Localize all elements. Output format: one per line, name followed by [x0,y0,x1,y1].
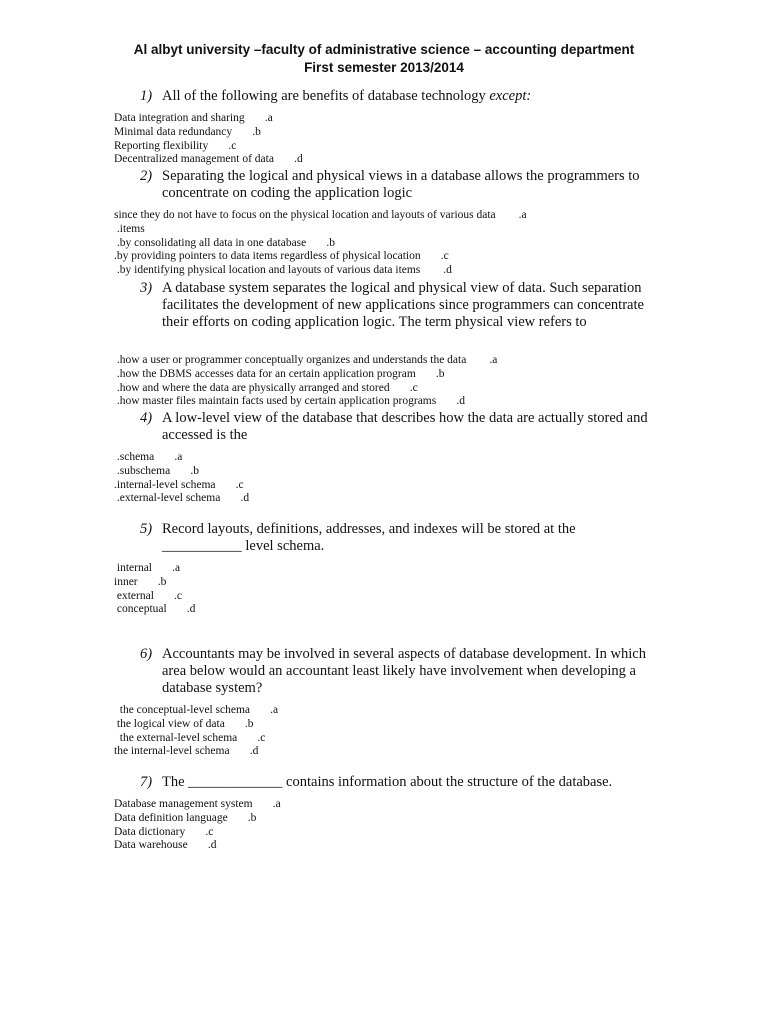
option: Database management system .a [114,798,281,810]
question-stem: Record layouts, definitions, addresses, and indexes will be stored at the ___________ level schema. [162,521,576,554]
option: Data dictionary .c [114,825,214,838]
question-number: 4) [140,410,153,426]
option: .subschema .b [114,464,199,477]
question-6-options [114,704,674,759]
option: the conceptual-level schema .a [114,704,279,716]
option: Data warehouse .d [114,839,217,852]
option: conceptual .d [114,603,196,616]
question-stem: A database system separates the logical and physical view of data. Such separation facilitates the development of new applications since programmers can concentrate their efforts on coding application logic. The term physical view refers to [162,280,644,330]
question-stem: The _____________ contains information about the structure of the database. [162,774,613,790]
header-title: Al albyt university –faculty of administrative science – accounting department [133,42,635,57]
option: .how the DBMS accesses data for an certain application program .b [114,367,445,380]
question-2 [140,168,650,202]
option: the external-level schema .c [114,731,266,744]
option: .internal-level schema .c [114,478,244,491]
option: inner .b [114,575,167,588]
option: .how master files maintain facts used by certain application programs .d [114,395,465,408]
option: Minimal data redundancy .b [114,125,261,138]
option: the logical view of data .b [114,717,254,730]
option: Decentralized management of data .d [114,153,303,166]
option: .by providing pointers to data items regardless of physical location .c [114,250,449,263]
option: Data definition language .b [114,811,257,824]
question-stem-emphasis: except: [489,88,532,104]
question-5 [140,521,650,555]
question-number: 3) [140,280,153,296]
question-stem: A low-level view of the database that describes how the data are actually stored and accessed is the [162,410,648,443]
question-5-options [114,562,674,617]
option: Data integration and sharing .a [114,112,273,124]
option: since they do not have to focus on the physical location and layouts of various data .a [114,209,527,221]
question-3-options [114,354,674,409]
question-4 [140,410,650,444]
option: .how a user or programmer conceptually organizes and understands the data .a [114,354,498,366]
question-4-options [114,451,674,506]
question-stem: Accountants may be involved in several aspects of database development. In which area below would an accountant least likely have involvement when developing a database system? [162,646,646,696]
question-number: 7) [140,774,153,790]
header-semester: First semester 2013/2014 [304,60,464,75]
option: .by consolidating all data in one database .b [114,236,335,249]
question-7-options [114,798,674,853]
option: .by identifying physical location and layouts of various data items .d [114,264,452,277]
question-stem: All of the following are benefits of database technology except: [162,88,532,104]
question-1 [140,88,650,105]
option: .items [114,222,145,235]
option: .how and where the data are physically arranged and stored .c [114,381,418,394]
question-stem: Separating the logical and physical views in a database allows the programmers to concentrate on coding the application logic [162,168,640,201]
option: external .c [114,589,183,602]
option: Reporting flexibility .c [114,139,237,152]
option: the internal-level schema .d [114,745,259,758]
question-number: 5) [140,521,153,537]
question-3 [140,280,650,331]
question-6 [140,646,650,697]
question-2-options [114,209,674,278]
question-7 [140,774,650,791]
option: internal .a [114,562,181,574]
option: .external-level schema .d [114,492,250,505]
question-number: 6) [140,646,153,662]
document-header [0,41,768,77]
question-number: 2) [140,168,153,184]
question-1-options [114,112,674,167]
option: .schema .a [114,451,183,463]
question-number: 1) [140,88,153,104]
